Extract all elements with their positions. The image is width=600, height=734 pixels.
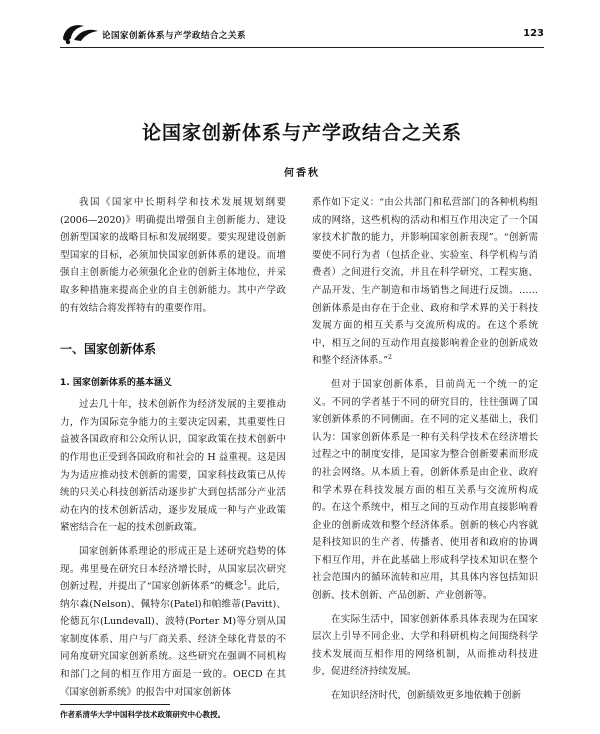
article-title: 论国家创新体系与产学政结合之关系 (141, 122, 462, 144)
left-column (60, 194, 286, 701)
body-paragraph-1: 过去几十年，技术创新作为经济发展的主要推动力，作为国际竞争能力的主要决定因素，其重要性日益被各国政府和公众所认识，国家政策在技术创新中的作用也正受到各国政府和社会的 H 益重视。这是因为为适应推动技术创新的需要，国家科技政策已从传统的只关心科技创新活动逐步扩大到包括部分产业活动在内的技术创新活动，逐步发展成一种与产业政策紧密结合在一起的技术创新政策。 (60, 399, 286, 534)
right-paragraph-2: 但对于国家创新体系，目前尚无一个统一的定义。不同的学者基于不同的研究目的，往往强调了国家创新体系的不同侧面。在不同的定义基础上，我们认为：国家创新体系是一种有关科学技术在经济增长过程之中的制度安排，是国家为整合创新要素而形成的社会网络。从本质上看，创新体系是由企业、政府和学术界在科技发展方面的相互关系与交流所构成的。在这个系统中，相互之间的互动作用直接影响着企业的创新成效和整个经济体系。创新的核心内容就是科技知识的生产者、传播者、使用者和政府的协调下相互作用，并在此基础上形成科学技术知识在整个社会范围内的循环流转和应用，其具体内容包括知识创新、技术创新、产品创新、产业创新等。 (312, 378, 538, 602)
journal-logo-icon (60, 20, 100, 46)
section-heading: 一、国家创新体系 (60, 342, 157, 357)
right-paragraph-4: 在知识经济时代，创新绩效更多地依赖于创新 (331, 690, 522, 702)
body-paragraph-2 (60, 543, 286, 701)
body-paragraph-2-cont: 。此后，纳尔森(Nelson)、佩特尔(Patel)和帕维蒂(Pavitt)、伦德瓦尔(Lundevall)、波特(Porter M)等分别从国家制度体系、用户与厂商关系、经济全球化背景的不同角度研究国家创新系统。这些研究在强调不同机构和部门之间的相互作用方面是一致的。OECD 在其《国家创新系统》的报告中对国家创新体 (60, 581, 286, 698)
intro-paragraph: 我国《国家中长期科学和技术发展规划纲要(2006—2020)》明确提出增强自主创新能力、建设创新型国家的战略目标和发展纲要。要实现建设创新型国家的目标，必须加快国家创新体系的建设。而增强自主创新能力必须强化企业的创新主体地位，并采取多种措施来提高企业的自主创新能力。其中产学政的有效结合将发挥特有的重要作用。 (60, 197, 286, 314)
right-column (312, 194, 538, 705)
citation-marker-1: 1 (243, 579, 248, 587)
right-paragraph-1-text: 系作如下定义：“由公共部门和私营部门的各种机构组成的网络，这些机构的活动和相互作用决定了一个国家技术扩散的能力，并影响国家创新表现”。“创新需要使不同行为者（包括企业、实验室、科学机构与消费者）之间进行交流，并且在科学研究、工程实施、产品开发、生产制造和市场销售之间进行反馈。……创新体系是由存在于企业、政府和学术界的关于科技发展方面的相互关系与交流所构成的。在这个系统中，相互之间的互动作用直接影响着企业的创新成效和整个经济体系。” (312, 197, 538, 367)
article-author: 何香秋 (284, 168, 320, 179)
author-footnote: 作者系清华大学中国科学技术政策研究中心教授。 (60, 710, 225, 719)
right-paragraph-3: 在实际生活中，国家创新体系具体表现为在国家层次上引导不同企业、大学和科研机构之间围绕科学技术发展而互相作用的网络机制，从而推动科技进步，促进经济持续发展。 (312, 613, 538, 678)
citation-marker-2: 2 (388, 354, 392, 362)
body-paragraph-2-text: 国家创新体系理论的形成正是上述研究趋势的体现。弗里曼在研究日本经济增长时，从国家层次研究创新过程，并提出了“国家创新体系”的概念 (60, 545, 286, 593)
subsection-heading: 1. 国家创新体系的基本涵义 (60, 378, 172, 389)
running-header (60, 20, 544, 46)
right-paragraph-1 (312, 194, 538, 370)
header-rule (60, 47, 544, 48)
running-title: 论国家创新体系与产学政结合之关系 (102, 31, 247, 41)
page-number: 123 (523, 28, 544, 39)
footnote-rule (60, 704, 170, 705)
